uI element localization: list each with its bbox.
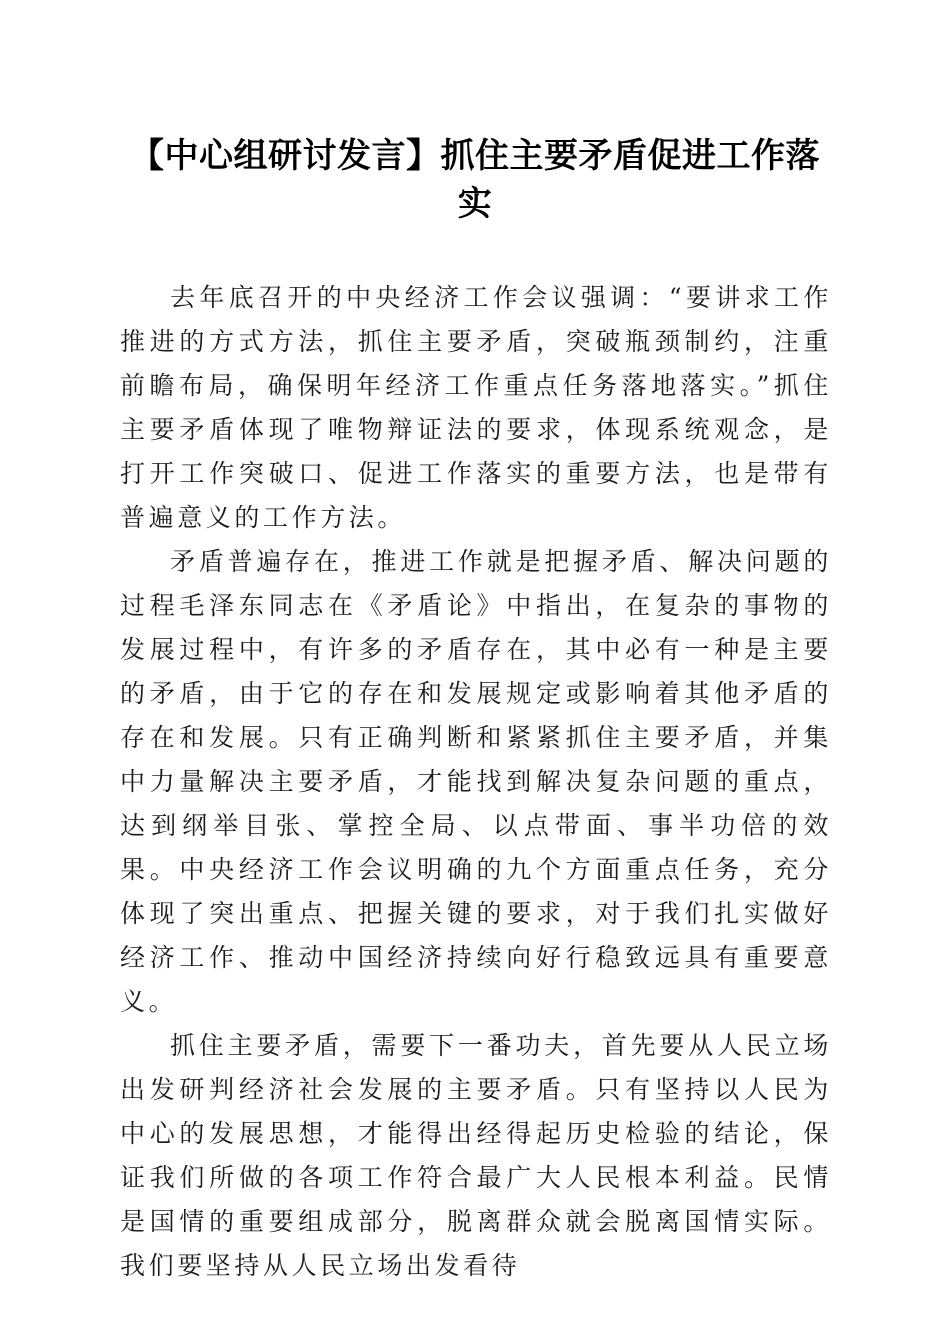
document-body — [120, 276, 832, 1288]
paragraph-3: 抓住主要矛盾，需要下一番功夫，首先要从人民立场出发研判经济社会发展的主要矛盾。只有坚持以人民为中心的发展思想，才能得出经得起历史检验的结论，保证我们所做的各项工作符合最广大人民根本利益。民情是国情的重要组成部分，脱离群众就会脱离国情实际。我们要坚持从人民立场出发看待 — [120, 1031, 832, 1280]
paragraph-1: 去年底召开的中央经济工作会议强调：“要讲求工作推进的方式方法，抓住主要矛盾，突破瓶颈制约，注重前瞻布局，确保明年经济工作重点任务落地落实。”抓住主要矛盾体现了唯物辩证法的要求，体现系统观念，是打开工作突破口、促进工作落实的重要方法，也是带有普遍意义的工作方法。 — [120, 283, 832, 532]
paragraph-2: 矛盾普遍存在，推进工作就是把握矛盾、解决问题的过程毛泽东同志在《矛盾论》中指出，在复杂的事物的发展过程中，有许多的矛盾存在，其中必有一种是主要的矛盾，由于它的存在和发展规定或影响着其他矛盾的存在和发展。只有正确判断和紧紧抓住主要矛盾，并集中力量解决主要矛盾，才能找到解决复杂问题的重点，达到纲举目张、掌控全局、以点带面、事半功倍的效果。中央经济工作会议明确的九个方面重点任务，充分体现了突出重点、把握关键的要求，对于我们扎实做好经济工作、推动中国经济持续向好行稳致远具有重要意义。 — [120, 547, 832, 1016]
document-title: 【中心组研讨发言】抓住主要矛盾促进工作落实 — [130, 136, 820, 224]
